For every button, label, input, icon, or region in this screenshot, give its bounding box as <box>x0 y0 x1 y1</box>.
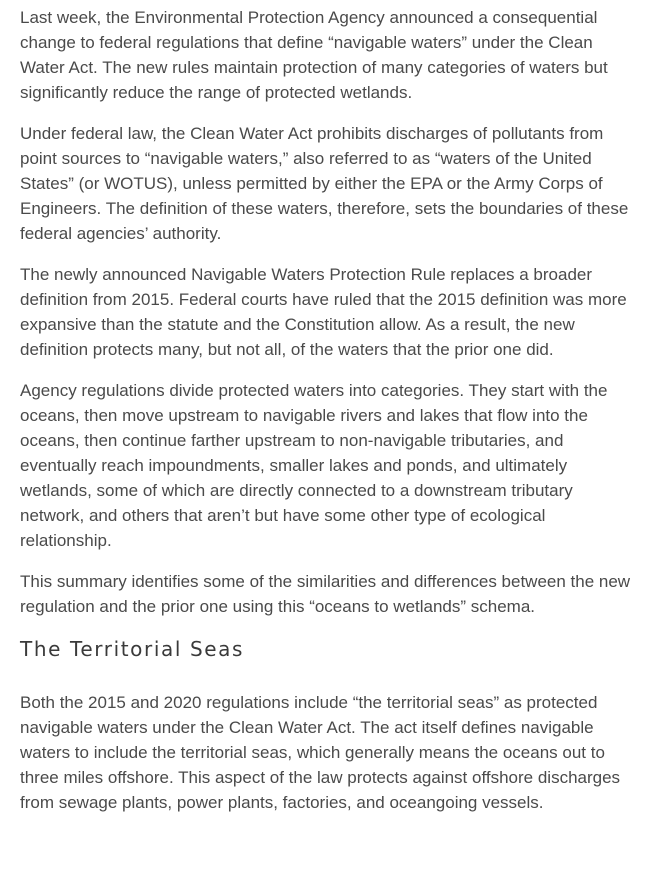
article-body <box>20 5 637 831</box>
article-paragraph: Under federal law, the Clean Water Act prohibits discharges of pollutants from point sources to “navigable waters,” also referred to as “waters of the United States” (or WOTUS), unless permitted by either the EPA or the Army Corps of Engineers. The definition of these waters, therefore, sets the boundaries of these federal agencies’ authority. <box>20 124 629 243</box>
article-paragraph: The newly announced Navigable Waters Protection Rule replaces a broader definition from 2015. Federal courts have ruled that the 2015 definition was more expansive than the statute and the Constitution allow. As a result, the new definition protects many, but not all, of the waters that the prior one did. <box>20 265 627 359</box>
section-heading: The Territorial Seas <box>20 637 245 661</box>
article-paragraph: Last week, the Environmental Protection Agency announced a consequential change to federal regulations that define “navigable waters” under the Clean Water Act. The new rules maintain protection of many categories of waters but significantly reduce the range of protected wetlands. <box>20 8 608 102</box>
article-paragraph: This summary identifies some of the similarities and differences between the new regulation and the prior one using this “oceans to wetlands” schema. <box>20 572 631 616</box>
section-paragraph: Both the 2015 and 2020 regulations include “the territorial seas” as protected navigable waters under the Clean Water Act. The act itself defines navigable waters to include the territorial seas, which generally means the oceans out to three miles offshore. This aspect of the law protects against offshore discharges from sewage plants, power plants, factories, and oceangoing vessels. <box>20 693 621 812</box>
article-paragraph: Agency regulations divide protected waters into categories. They start with the oceans, then move upstream to navigable rivers and lakes that flow into the oceans, then continue farther upstream to non-navigable tributaries, and eventually reach impoundments, smaller lakes and ponds, and ultimately wetlands, some of which are directly connected to a downstream tributary network, and others that aren’t but have some other type of ecological relationship. <box>20 381 608 550</box>
